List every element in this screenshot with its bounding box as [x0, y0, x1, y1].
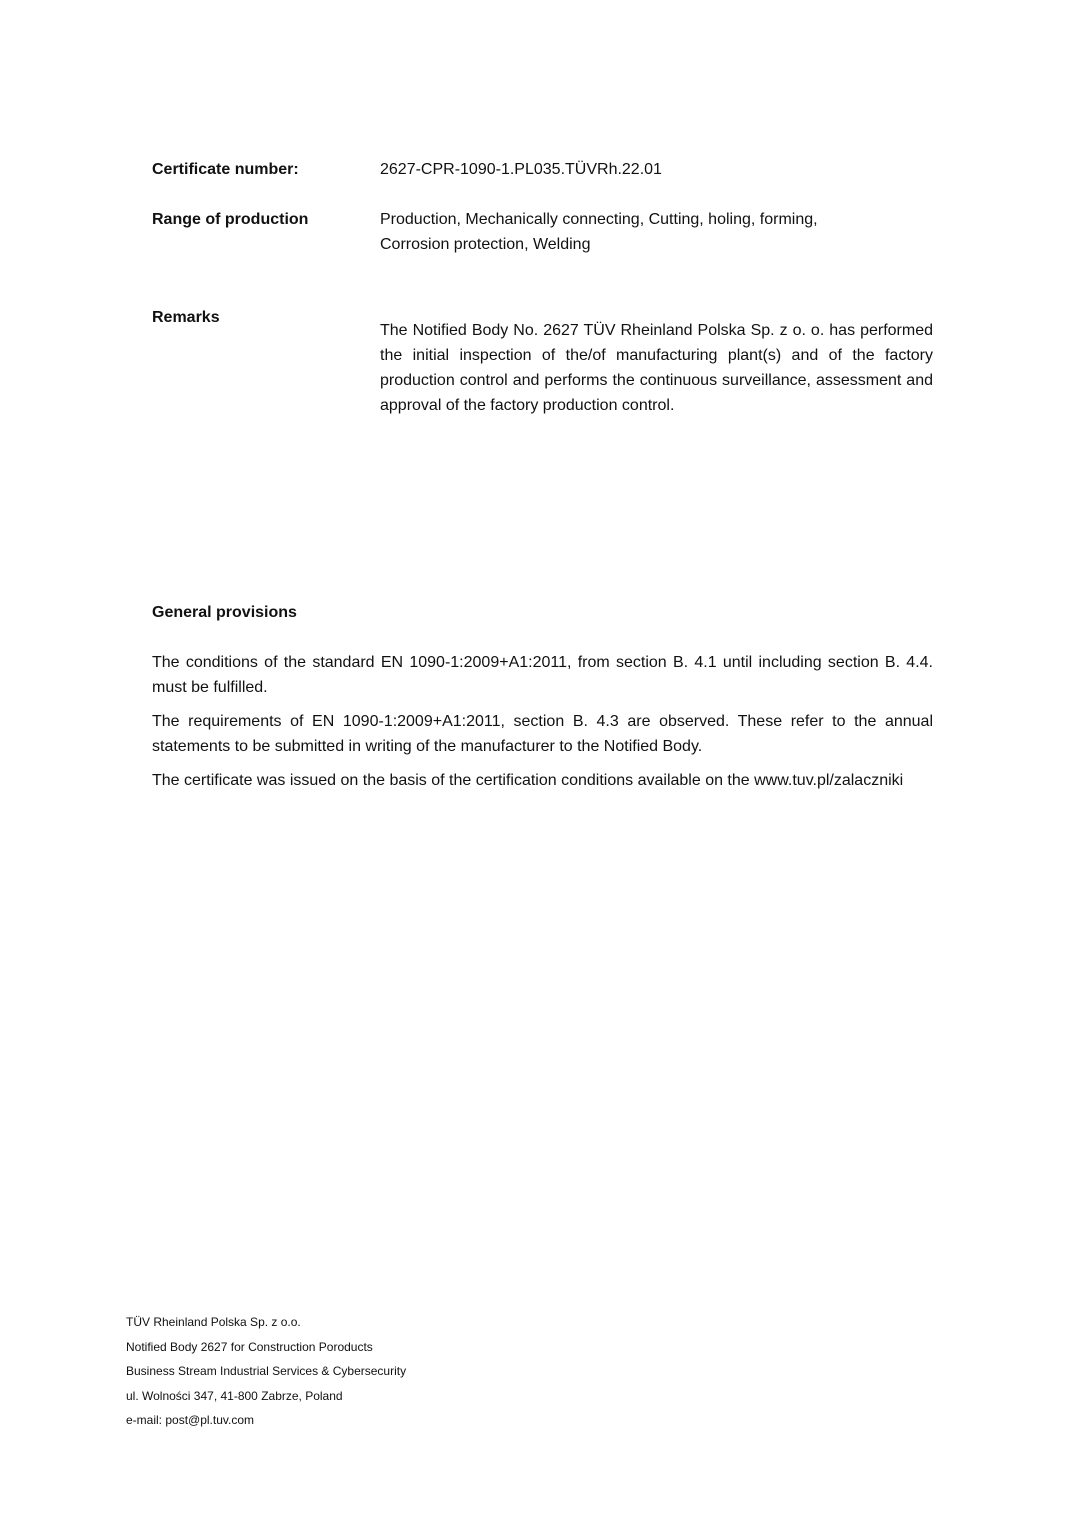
remarks-text: The Notified Body No. 2627 TÜV Rheinland Polska Sp. z o. o. has performed the initial inspection of the/of manufacturing plant(s) and of the factory production control and performs the continuous surveillance, assessment and approval of the factory production control.: [380, 322, 933, 414]
range-of-production-line-1: Production, Mechanically connecting, Cutting, holing, forming,: [380, 211, 818, 228]
footer-notified-body: Notified Body 2627 for Construction Poroducts: [126, 1339, 373, 1354]
certificate-number-value: 2627-CPR-1090-1.PL035.TÜVRh.22.01: [380, 161, 662, 178]
general-provisions-title: General provisions: [152, 604, 297, 621]
footer-street-address: ul. Wolności 347, 41-800 Zabrze, Poland: [126, 1388, 343, 1403]
certificate-number-label: Certificate number:: [152, 161, 299, 178]
footer-address-block: [126, 1310, 406, 1433]
general-provisions-paragraph-2: The requirements of EN 1090-1:2009+A1:2011, section B. 4.3 are observed. These refer to the annual statements to be submitted in writing of the manufacturer to the Notified Body.: [152, 713, 933, 755]
remarks-label: Remarks: [152, 309, 220, 326]
range-of-production-label: Range of production: [152, 211, 309, 228]
footer-business-stream: Business Stream Industrial Services & Cybersecurity: [126, 1364, 407, 1378]
general-provisions-paragraph-3: The certificate was issued on the basis of the certification conditions available on the www.tuv.pl/zalaczniki: [152, 772, 904, 789]
footer-company-name: TÜV Rheinland Polska Sp. z o.o.: [126, 1315, 301, 1329]
footer-email: e-mail: post@pl.tuv.com: [126, 1413, 254, 1427]
range-of-production-value: [380, 207, 933, 257]
range-of-production-line-2: Corrosion protection, Welding: [380, 236, 591, 253]
general-provisions-paragraph-1: The conditions of the standard EN 1090-1:2009+A1:2011, from section B. 4.1 until including section B. 4.4. must be fulfilled.: [152, 654, 933, 696]
